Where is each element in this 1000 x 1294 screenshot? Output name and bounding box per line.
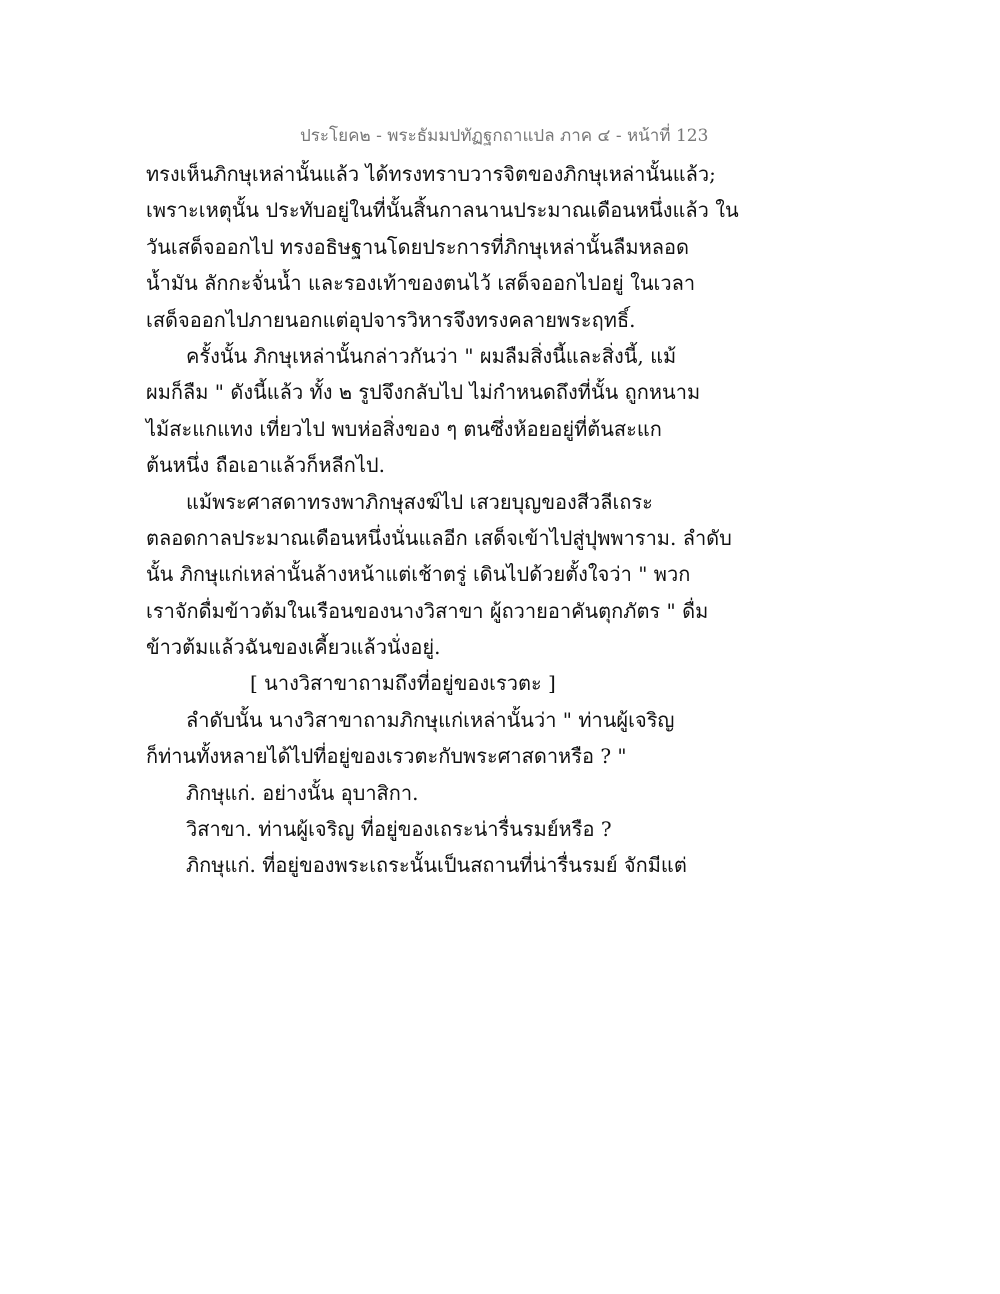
text-line: น้ำมัน ลักกะจั่นน้ำ และรองเท้าของตนไว้ เสด็จออกไปอยู่ ในเวลา: [146, 271, 696, 296]
text-line: ข้าวต้มแล้วฉันของเคี้ยวแล้วนั่งอยู่.: [146, 635, 441, 660]
section-heading: [ นางวิสาขาถามถึงที่อยู่ของเรวตะ ]: [250, 671, 556, 696]
dialogue-line: วิสาขา. ท่านผู้เจริญ ที่อยู่ของเถระน่ารื่นรมย์หรือ ?: [186, 817, 612, 842]
paragraph-start-line: ครั้งนั้น ภิกษุเหล่านั้นกล่าวกันว่า " ผมลืมสิ่งนี้และสิ่งนี้, แม้: [186, 343, 677, 368]
text-line: วันเสด็จออกไป ทรงอธิษฐานโดยประการที่ภิกษุเหล่านั้นลืมหลอด: [146, 234, 690, 259]
paragraph-start-line: แม้พระศาสดาทรงพาภิกษุสงฆ์ไป เสวยบุญของสีวลีเถระ: [186, 489, 653, 514]
dialogue-line: ภิกษุแก่. อย่างนั้น อุบาสิกา.: [186, 780, 419, 805]
text-line: ผมก็ลืม " ดังนี้แล้ว ทั้ง ๒ รูปจึงกลับไป ไม่กำหนดถึงที่นั้น ถูกหนาม: [146, 380, 701, 405]
body-text: [146, 156, 739, 884]
text-line: ทรงเห็นภิกษุเหล่านั้นแล้ว ได้ทรงทราบวารจิตของภิกษุเหล่านั้นแล้ว;: [146, 162, 716, 186]
text-line: เราจักดื่มข้าวต้มในเรือนของนางวิสาขา ผู้ถวายอาคันตุกภัตร " ดื่ม: [146, 598, 709, 623]
page-header: ประโยค๒ - พระธัมมปทัฏฐกถาแปล ภาค ๔ - หน้าที่ 123: [300, 126, 709, 146]
dialogue-line: ภิกษุแก่. ที่อยู่ของพระเถระนั้นเป็นสถานที่น่ารื่นรมย์ จักมีแต่: [186, 853, 687, 878]
paragraph-start-line: ลำดับนั้น นางวิสาขาถามภิกษุแก่เหล่านั้นว่า " ท่านผู้เจริญ: [186, 707, 675, 732]
text-line: ก็ท่านทั้งหลายได้ไปที่อยู่ของเรวตะกับพระศาสดาหรือ ? ": [146, 744, 627, 769]
text-line: ไม้สะแกแทง เที่ยวไป พบห่อสิ่งของ ๆ ตนซึ่งห้อยอยู่ที่ต้นสะแก: [146, 416, 662, 441]
text-line: ต้นหนึ่ง ถือเอาแล้วก็หลีกไป.: [146, 453, 385, 478]
text-line: เสด็จออกไปภายนอกแต่อุปจารวิหารจึงทรงคลายพระฤทธิ์.: [146, 307, 636, 332]
text-line: ตลอดกาลประมาณเดือนหนึ่งนั่นแลอีก เสด็จเข้าไปสู่ปุพพาราม. ลำดับ: [146, 525, 732, 550]
text-line: นั้น ภิกษุแก่เหล่านั้นล้างหน้าแต่เช้าตรู่ เดินไปด้วยตั้งใจว่า " พวก: [146, 562, 691, 587]
text-line: เพราะเหตุนั้น ประทับอยู่ในที่นั้นสิ้นกาลนานประมาณเดือนหนึ่งแล้ว ใน: [146, 198, 739, 223]
